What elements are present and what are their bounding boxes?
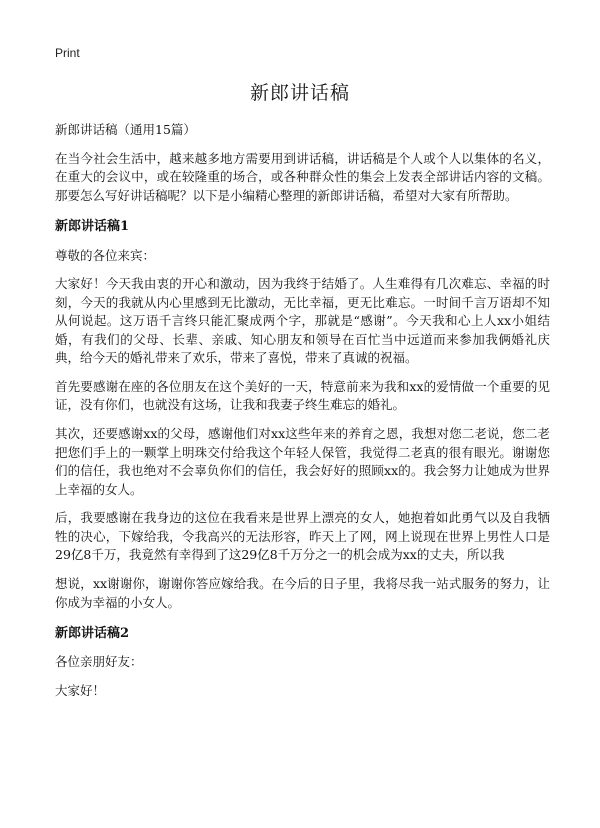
print-link[interactable]: Print <box>55 46 80 60</box>
document-title: 新郎讲话稿 <box>249 82 350 104</box>
intro-paragraph: 在当今社会生活中，越来越多地方需要用到讲话稿，讲话稿是个人或个人以集体的名义，在重大的会议中，或在较隆重的场合，或各种群众性的集会上发表全部讲话内容的文稿。那要怎么写好讲话稿呢？以下是小编精心整理的新郎讲话稿，希望对大家有所帮助。 <box>55 150 550 203</box>
body-paragraph: 后，我要感谢在我身边的这位在我看来是世界上漂亮的女人，她抱着如此勇气以及自我牺牲的决心，下嫁给我，令我高兴的无法形容，昨天上了网，网上说现在世界上男性人口是29亿8千万，我竟然有幸得到了这29亿8千万分之一的机会成为xx的丈夫，所以我 <box>55 510 550 563</box>
salutation: 各位亲朋好友： <box>55 654 143 670</box>
section-heading: 新郎讲话稿1 <box>55 219 130 235</box>
body-paragraph: 想说，xx谢谢你，谢谢你答应嫁给我。在今后的日子里，我将尽我一站式服务的努力，让你成为幸福的小女人。 <box>55 576 550 610</box>
salutation: 尊敬的各位来宾： <box>55 247 156 263</box>
document-subtitle: 新郎讲话稿（通用15篇） <box>55 122 196 137</box>
section-heading: 新郎讲话稿2 <box>55 625 130 641</box>
body-paragraph: 首先要感谢在座的各位朋友在这个美好的一天，特意前来为我和xx的爱情做一个重要的见证，没有你们，也就没有这场，让我和我妻子终生难忘的婚礼。 <box>55 378 550 413</box>
greeting: 大家好！ <box>55 683 106 699</box>
document-body <box>55 121 550 711</box>
body-paragraph: 其次，还要感谢xx的父母，感谢他们对xx这些年来的养育之恩，我想对您二老说，您二老把您们手上的一颗掌上明珠交付给我这个年轻人保管，我觉得二老真的很有眼光。谢谢您们的信任，我也绝对不会辜负你们的信任，我会好好的照顾xx的。我会努力让她成为世界上幸福的女人。 <box>55 426 550 497</box>
body-paragraph: 大家好！今天我由衷的开心和激动，因为我终于结婚了。人生难得有几次难忘、幸福的时刻，今天的我就从内心里感到无比激动，无比幸福，更无比难忘。一时间千言万语却不知从何说起。这万语千言终只能汇聚成两个字，那就是“感谢”。今天我和心上人xx小姐结婚，有我们的父母、长辈、亲戚、知心朋友和领导在百忙当中远道而来参加我俩婚礼庆典，给今天的婚礼带来了欢乐，带来了喜悦，带来了真诚的祝福。 <box>55 276 550 366</box>
